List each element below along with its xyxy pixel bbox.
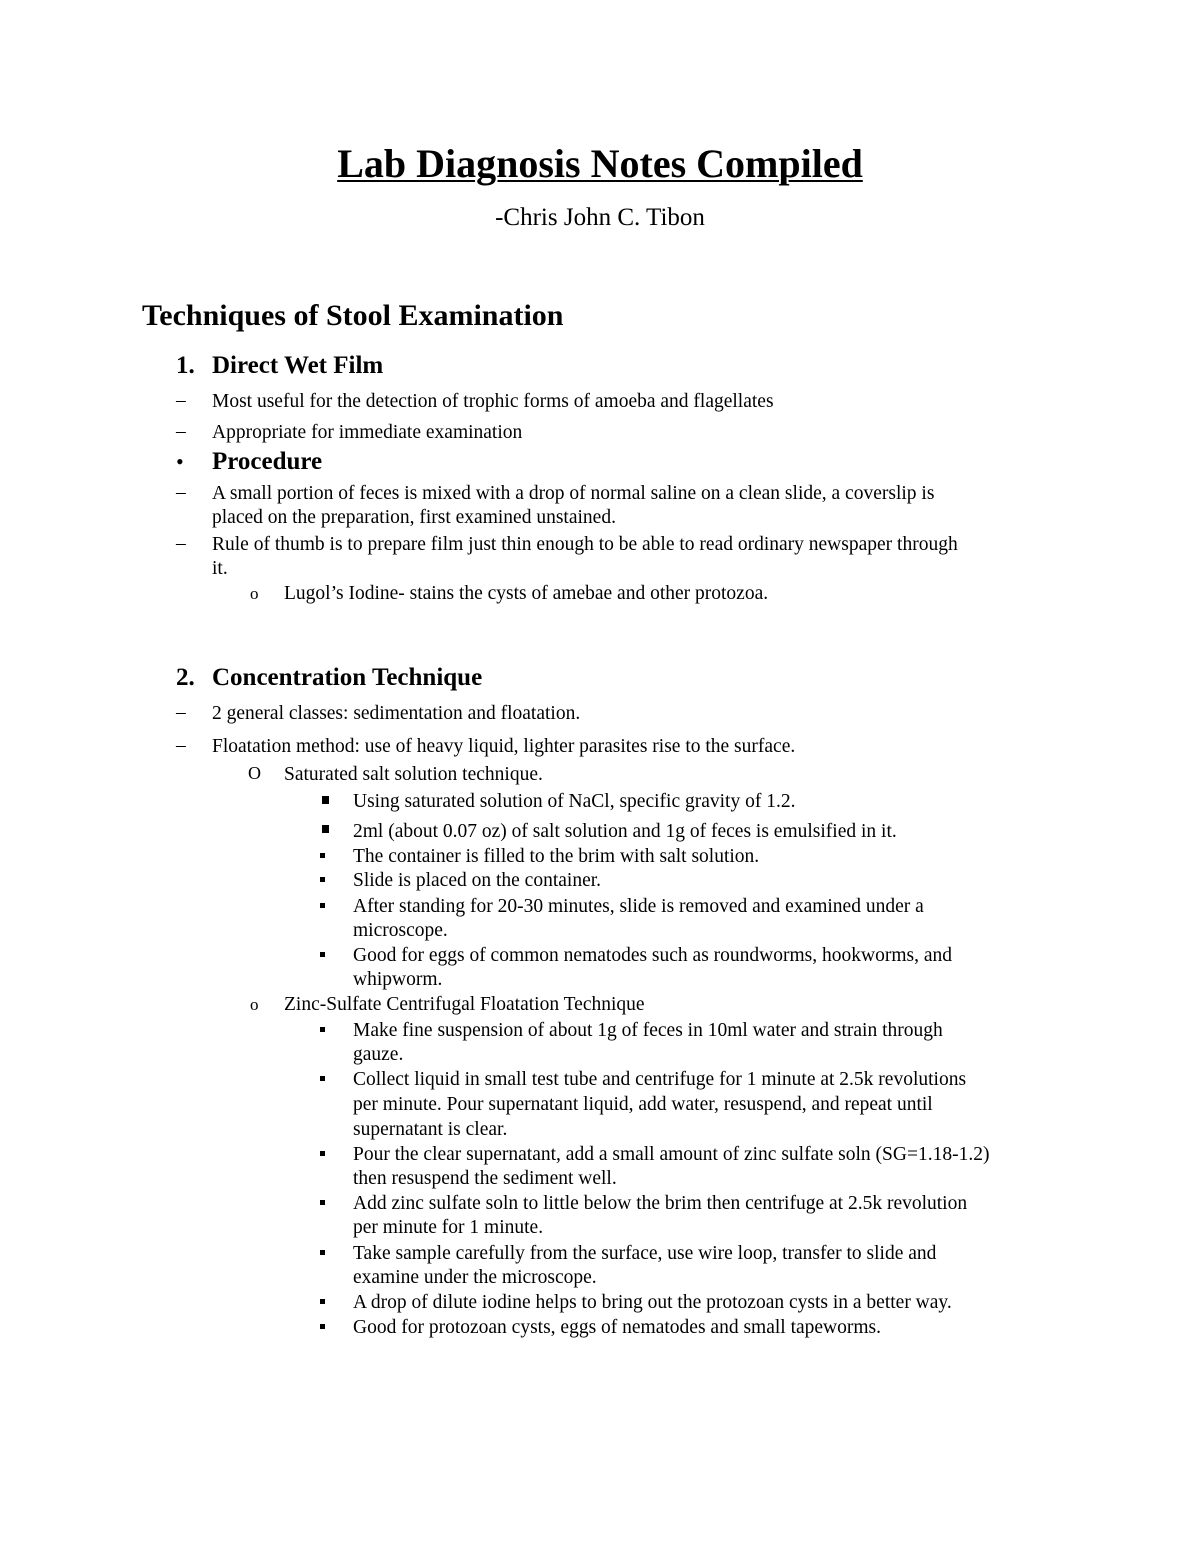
dash-marker: –	[176, 735, 186, 756]
square-bullet	[320, 1076, 325, 1081]
square-bullet	[322, 825, 329, 833]
s1-point-1: Most useful for the detection of trophic forms of amoeba and flagellates	[212, 391, 774, 412]
salt-item: Slide is placed on the container.	[353, 870, 602, 891]
procedure-2-line-1: Rule of thumb is to prepare film just thin enough to be able to read ordinary newspaper through	[212, 534, 958, 555]
square-bullet	[320, 1324, 325, 1329]
zinc-item: Good for protozoan cysts, eggs of nematodes and small tapeworms.	[353, 1317, 882, 1338]
dash-marker: –	[176, 390, 186, 411]
square-bullet	[320, 1151, 325, 1156]
section-heading: Techniques of Stool Examination	[142, 299, 564, 332]
salt-item: After standing for 20-30 minutes, slide is removed and examined under a	[353, 896, 924, 917]
salt-item: Good for eggs of common nematodes such as roundworms, hookworms, and	[353, 945, 952, 966]
bullet-marker: •	[176, 449, 184, 474]
salt-item: microscope.	[353, 920, 448, 941]
salt-item: The container is filled to the brim with salt solution.	[353, 846, 760, 867]
section-2-heading: Concentration Technique	[212, 664, 483, 691]
zinc-item: Collect liquid in small test tube and centrifuge for 1 minute at 2.5k revolutions	[353, 1069, 967, 1090]
zinc-item: Add zinc sulfate soln to little below the brim then centrifuge at 2.5k revolution	[353, 1193, 968, 1214]
square-bullet	[322, 796, 329, 804]
zinc-item: then resuspend the sediment well.	[353, 1168, 617, 1189]
zinc-item: examine under the microscope.	[353, 1267, 597, 1288]
square-bullet	[320, 853, 325, 858]
procedure-1-line-2: placed on the preparation, first examined unstained.	[212, 507, 616, 528]
zinc-item: gauze.	[353, 1044, 404, 1065]
square-bullet	[320, 1250, 325, 1255]
zinc-item: Make fine suspension of about 1g of feces in 10ml water and strain through	[353, 1020, 943, 1041]
square-bullet	[320, 1299, 325, 1304]
section-2-number: 2.	[176, 664, 195, 691]
dash-marker: –	[176, 482, 186, 503]
s2-point-1: 2 general classes: sedimentation and floatation.	[212, 703, 581, 724]
square-bullet	[320, 952, 325, 957]
procedure-1-line-1: A small portion of feces is mixed with a drop of normal saline on a clean slide, a coverslip is	[212, 483, 935, 504]
author-line: -Chris John C. Tibon	[495, 204, 705, 231]
dash-marker: –	[176, 533, 186, 554]
zinc-item: A drop of dilute iodine helps to bring out the protozoan cysts in a better way.	[353, 1292, 952, 1313]
s1-point-2: Appropriate for immediate examination	[212, 422, 523, 443]
zinc-item: per minute for 1 minute.	[353, 1217, 544, 1238]
s2-point-2: Floatation method: use of heavy liquid, lighter parasites rise to the surface.	[212, 736, 796, 757]
procedure-2-line-2: it.	[212, 558, 228, 579]
zinc-item: supernatant is clear.	[353, 1119, 508, 1140]
circle-marker: O	[248, 763, 261, 783]
zinc-technique-title: Zinc-Sulfate Centrifugal Floatation Technique	[284, 994, 645, 1015]
section-1-heading: Direct Wet Film	[212, 352, 384, 379]
zinc-item: per minute. Pour supernatant liquid, add water, resuspend, and repeat until	[353, 1094, 933, 1115]
square-bullet	[320, 877, 325, 882]
salt-item: Using saturated solution of NaCl, specific gravity of 1.2.	[353, 791, 796, 812]
lugol-subpoint: Lugol’s Iodine- stains the cysts of amebae and other protozoa.	[284, 583, 769, 604]
dash-marker: –	[176, 421, 186, 442]
zinc-item: Pour the clear supernatant, add a small amount of zinc sulfate soln (SG=1.18-1.2)	[353, 1144, 990, 1165]
zinc-item: Take sample carefully from the surface, use wire loop, transfer to slide and	[353, 1243, 937, 1264]
square-bullet	[320, 1200, 325, 1205]
section-1-number: 1.	[176, 352, 195, 379]
circle-marker: o	[250, 995, 259, 1014]
square-bullet	[320, 1027, 325, 1032]
salt-technique-title: Saturated salt solution technique.	[284, 764, 543, 785]
salt-item: whipworm.	[353, 969, 443, 990]
circle-marker: o	[250, 584, 259, 603]
salt-item: 2ml (about 0.07 oz) of salt solution and 1g of feces is emulsified in it.	[353, 821, 897, 842]
document-title: Lab Diagnosis Notes Compiled	[337, 141, 863, 186]
dash-marker: –	[176, 702, 186, 723]
procedure-heading: Procedure	[212, 448, 323, 475]
square-bullet	[320, 903, 325, 908]
